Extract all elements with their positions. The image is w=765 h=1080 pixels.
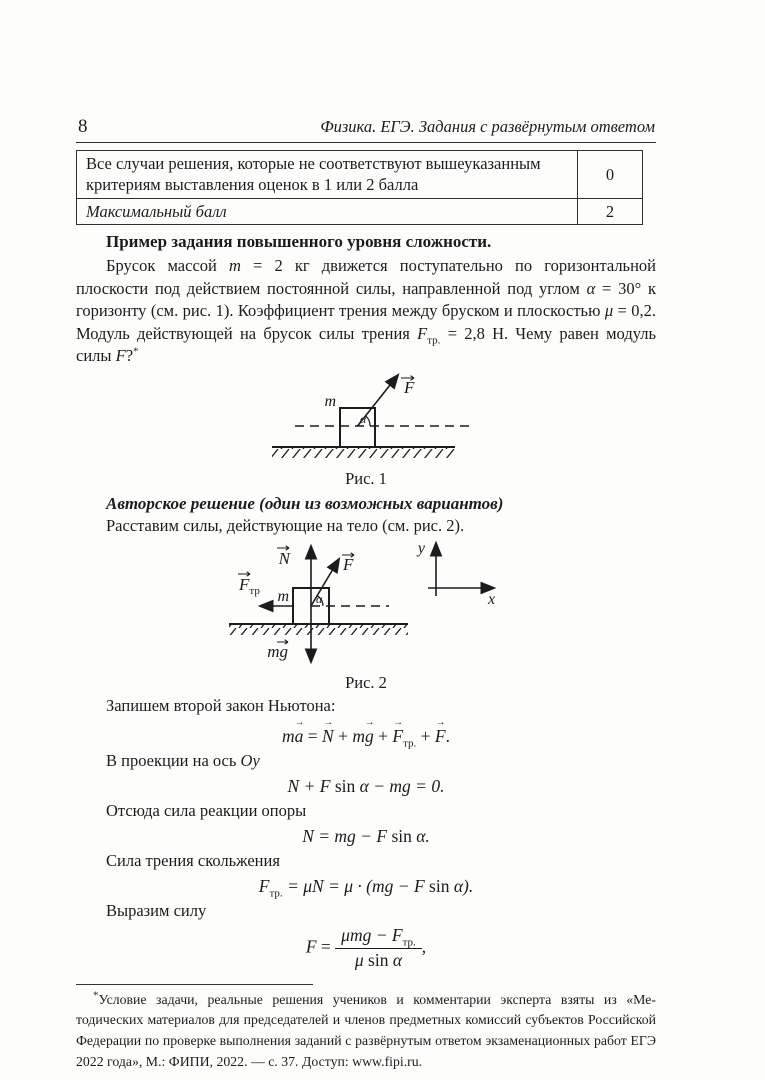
- eq-token: F: [258, 875, 270, 896]
- solution-intro: Расставим силы, действующие на тело (см. рис. 2).: [106, 515, 465, 535]
- eq-token: N + F: [287, 775, 335, 796]
- vector-a: a →: [295, 725, 304, 749]
- problem-paragraph: [76, 255, 656, 367]
- eq-token: +: [416, 725, 435, 746]
- figure-2-caption: Рис. 2: [345, 673, 387, 693]
- header-title: Физика. ЕГЭ. Задания с развёрнутым ответом: [320, 117, 655, 136]
- vector-g: g →: [365, 725, 374, 749]
- criteria-table: [76, 150, 643, 225]
- ground-hatching: [229, 625, 408, 635]
- axis-Oy: Oy: [240, 751, 260, 771]
- figure-2-drawing: [226, 538, 506, 667]
- mass-label: m: [324, 392, 336, 410]
- step-newton-intro: Запишем второй закон Ньютона:: [106, 696, 336, 716]
- var-F: F: [115, 346, 126, 366]
- eq-token: = μN = μ · (mg − F: [282, 875, 430, 896]
- solution-heading: Авторское решение (один из возможных вариантов): [106, 493, 504, 513]
- problem-text: = 2,8 Н. Чему равен модуль силы: [76, 323, 657, 366]
- footnote: [76, 990, 656, 1073]
- figure-1: [76, 369, 656, 489]
- block: [340, 408, 375, 447]
- criteria-cell: Максимальный балл: [77, 198, 578, 224]
- score-cell: 2: [578, 198, 643, 224]
- eq-token: sin: [334, 775, 356, 796]
- friction-force-label: [238, 575, 260, 597]
- force-label: F: [404, 377, 415, 397]
- score-cell: 0: [578, 151, 643, 199]
- equation-force-expression: [76, 925, 656, 972]
- eq-token: α).: [449, 875, 474, 896]
- mass-label: m: [277, 588, 289, 606]
- figure-1-drawing: [246, 369, 486, 463]
- friction-letter: F: [239, 575, 250, 595]
- eq-token: =: [303, 725, 323, 746]
- friction-subscript: тр: [249, 585, 260, 598]
- step-normal-intro: Отсюда сила реакции опоры: [106, 801, 307, 821]
- x-axis-label: x: [488, 591, 496, 609]
- eq-token: α.: [411, 825, 430, 846]
- eq-token: sin: [391, 825, 412, 846]
- step-oy-intro: [76, 750, 656, 772]
- equation-normal-force: [76, 825, 656, 849]
- y-axis-label: y: [417, 540, 425, 558]
- var-mu: μ: [604, 301, 614, 321]
- footnote-separator: [76, 984, 313, 985]
- equation-newton: [76, 720, 656, 749]
- var-alpha: α: [586, 278, 596, 298]
- eq-token: μmg − F: [341, 924, 403, 945]
- page-number: 8: [78, 116, 88, 137]
- ground-hatching: [272, 448, 455, 458]
- equation-friction: [76, 875, 656, 899]
- eq-token: F: [305, 936, 317, 957]
- footnote-text: Условие задачи, реальные решения учеников и комментарии эксперта взяты из «Методических материалов для председателей и членов предметных комиссий субъектов Российской Федерации по проверке выполнения заданий с развёрнутым ответом экзаменационных работ ЕГЭ 2022 года», М.: ФИПИ, 2022. — с. 37. Доступ: www.fipi.ru.: [76, 991, 656, 1069]
- problem-text: = 2 кг движется поступательно по горизонтальной плоскости под действием постоянной силы, направленной под углом: [76, 256, 656, 298]
- fraction-denominator: [335, 949, 422, 972]
- problem-text: = 30° к горизонту (см. рис. 1). Коэффициент трения между бруском и плоскостью: [76, 278, 656, 321]
- eq-token: +: [373, 725, 393, 746]
- problem-text: Брусок массой: [106, 256, 229, 276]
- eq-token: ,: [421, 936, 427, 957]
- page-header: [76, 116, 656, 143]
- applied-force-label: F: [343, 555, 354, 575]
- table-row: [77, 198, 643, 224]
- var-m: m: [229, 256, 241, 276]
- figure-2: [76, 538, 656, 693]
- step-friction-intro: Сила трения скольжения: [106, 851, 280, 871]
- figure-1-caption: Рис. 1: [345, 468, 387, 488]
- eq-token: =: [316, 936, 336, 957]
- equation-oy-projection: [76, 775, 656, 799]
- var-F: F: [417, 323, 428, 343]
- vector-N: N →: [322, 725, 334, 749]
- eq-token: sin: [368, 949, 389, 970]
- eq-token: N = mg − F: [302, 825, 392, 846]
- eq-token: m: [282, 725, 295, 746]
- eq-token: .: [445, 725, 450, 746]
- vector-F-friction: F →: [392, 725, 403, 749]
- subscript-tr: тр.: [269, 887, 283, 900]
- eq-token: α: [388, 949, 403, 970]
- step-express-intro: Выразим силу: [106, 901, 207, 921]
- subscript-tr: тр.: [402, 936, 416, 949]
- angle-label: α: [360, 411, 367, 426]
- vector-F: F →: [435, 725, 446, 749]
- footnote-mark: *: [133, 345, 139, 358]
- normal-force-label: N: [278, 549, 290, 569]
- problem-text: = 0,2. Модуль действующей на брусок силы трения: [76, 301, 656, 343]
- problem-text: ?: [125, 346, 134, 366]
- eq-token: μ: [354, 949, 369, 970]
- subscript-tr: тр.: [403, 737, 417, 750]
- criteria-cell: Все случаи решения, которые не соответствуют вышеуказанным критериям выставления оценок в 1 или 2 балла: [77, 151, 578, 199]
- footnote-mark: *: [93, 988, 99, 1001]
- eq-token: sin: [429, 875, 450, 896]
- eq-token: m: [352, 725, 365, 746]
- fraction-numerator: [335, 925, 422, 949]
- step-text: В проекции на ось: [106, 751, 241, 771]
- eq-token: α − mg = 0.: [355, 775, 445, 796]
- table-row: [77, 151, 643, 199]
- subscript-tr: тр.: [427, 334, 441, 347]
- eq-token: +: [333, 725, 353, 746]
- gravity-force-label: mg: [267, 642, 288, 662]
- example-heading: Пример задания повышенного уровня сложности.: [106, 232, 492, 252]
- fraction: [335, 925, 422, 972]
- angle-label: α: [316, 592, 323, 607]
